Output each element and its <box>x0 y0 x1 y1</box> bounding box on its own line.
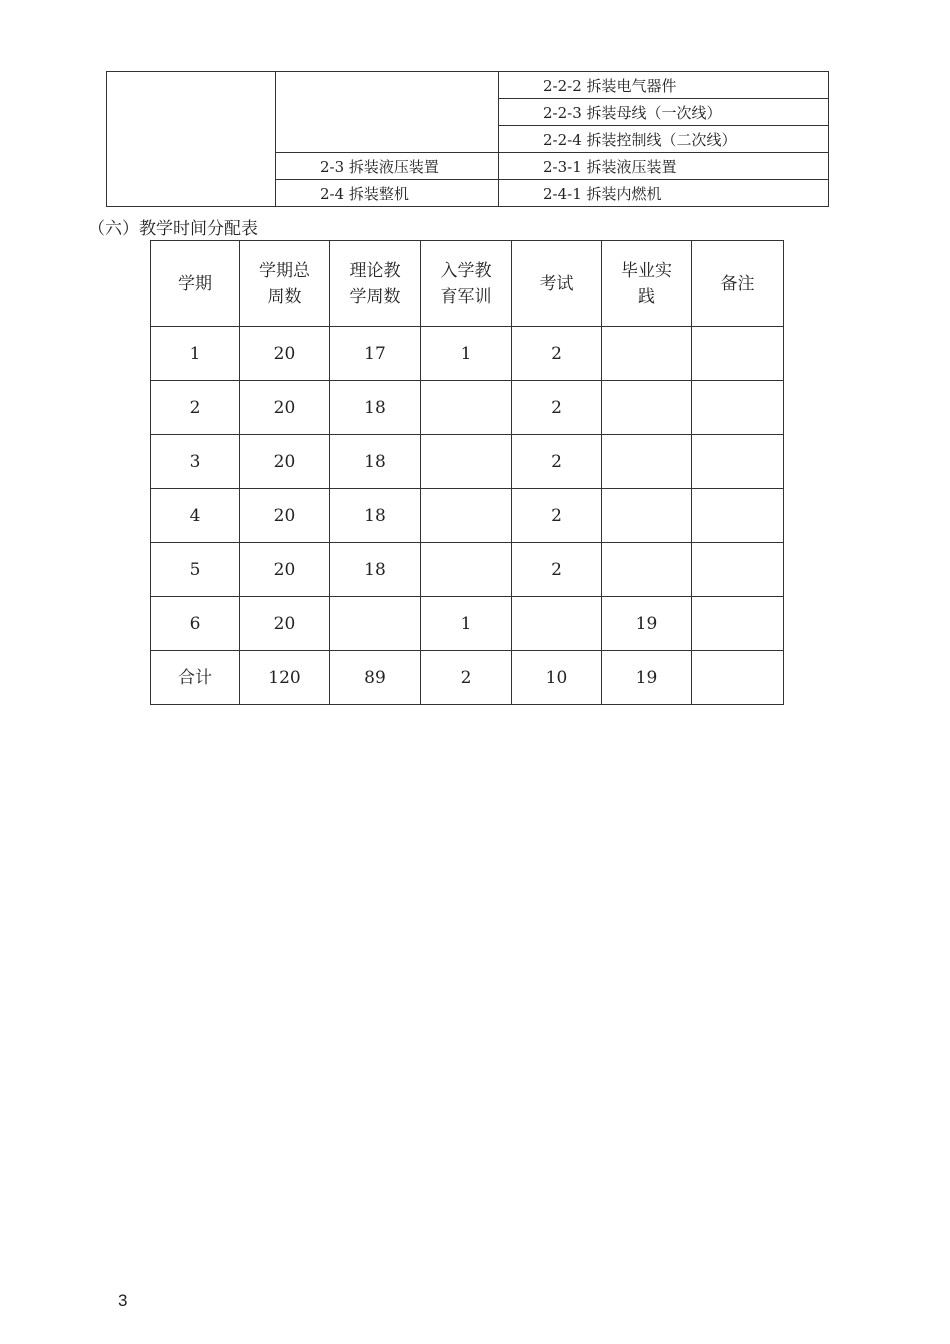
column-header: 考试 <box>512 241 602 327</box>
table-cell: 20 <box>240 543 330 597</box>
table-cell: 19 <box>602 597 692 651</box>
table-cell <box>330 597 421 651</box>
table-row <box>151 327 784 381</box>
teaching-time-table <box>150 240 784 705</box>
table-cell <box>602 489 692 543</box>
table-cell <box>692 489 784 543</box>
table-cell: 10 <box>512 651 602 705</box>
table-row <box>151 489 784 543</box>
table-cell: 18 <box>330 489 421 543</box>
table-row <box>151 543 784 597</box>
table-cell-empty <box>107 72 276 207</box>
table-cell <box>692 435 784 489</box>
table-row <box>107 72 829 99</box>
table-cell: 20 <box>240 489 330 543</box>
table-row <box>151 435 784 489</box>
table-cell <box>602 435 692 489</box>
table-cell <box>692 327 784 381</box>
table-cell <box>692 543 784 597</box>
column-header: 备注 <box>692 241 784 327</box>
table-cell <box>421 435 512 489</box>
column-header: 学期 <box>151 241 240 327</box>
table-cell <box>421 489 512 543</box>
table-cell <box>692 597 784 651</box>
table-cell: 2-3 拆装液压装置 <box>276 153 499 180</box>
column-header: 毕业实 践 <box>602 241 692 327</box>
table-cell: 2-2-2 拆装电气器件 <box>499 72 829 99</box>
table-cell: 1 <box>151 327 240 381</box>
column-header: 入学教 育军训 <box>421 241 512 327</box>
table-cell: 18 <box>330 543 421 597</box>
table-cell: 2-2-3 拆装母线（一次线） <box>499 99 829 126</box>
table-cell: 4 <box>151 489 240 543</box>
table-cell: 3 <box>151 435 240 489</box>
table-cell: 20 <box>240 327 330 381</box>
section-heading: （六）教学时间分配表 <box>88 219 258 239</box>
table-cell: 2-4-1 拆装内燃机 <box>499 180 829 207</box>
curriculum-table-continuation <box>106 71 829 207</box>
table-cell: 20 <box>240 381 330 435</box>
table-cell <box>421 381 512 435</box>
table-cell: 20 <box>240 435 330 489</box>
table-cell <box>276 72 499 153</box>
table-cell: 2-2-4 拆装控制线（二次线） <box>499 126 829 153</box>
table-row <box>151 597 784 651</box>
table-cell: 合计 <box>151 651 240 705</box>
table-cell: 2 <box>512 435 602 489</box>
column-header: 理论教 学周数 <box>330 241 421 327</box>
table-cell <box>512 597 602 651</box>
table-cell: 1 <box>421 327 512 381</box>
table-cell: 5 <box>151 543 240 597</box>
table-cell <box>602 543 692 597</box>
table-cell <box>692 651 784 705</box>
table-cell <box>602 381 692 435</box>
header-row <box>151 241 784 327</box>
page-number: 3 <box>118 1291 128 1310</box>
table-cell: 2 <box>151 381 240 435</box>
table-cell: 20 <box>240 597 330 651</box>
table-cell: 2-3-1 拆装液压装置 <box>499 153 829 180</box>
table-cell: 120 <box>240 651 330 705</box>
table-cell: 2 <box>512 381 602 435</box>
table-cell <box>602 327 692 381</box>
table-row <box>151 381 784 435</box>
table-cell: 1 <box>421 597 512 651</box>
column-header: 学期总 周数 <box>240 241 330 327</box>
table-cell: 2 <box>421 651 512 705</box>
table-cell: 2 <box>512 489 602 543</box>
table-cell: 2-4 拆装整机 <box>276 180 499 207</box>
table-cell: 18 <box>330 381 421 435</box>
table-row-total <box>151 651 784 705</box>
table-cell: 2 <box>512 327 602 381</box>
table-cell: 17 <box>330 327 421 381</box>
table-cell: 2 <box>512 543 602 597</box>
table-cell <box>692 381 784 435</box>
table-cell: 6 <box>151 597 240 651</box>
table-cell <box>421 543 512 597</box>
table-cell: 89 <box>330 651 421 705</box>
table-cell: 18 <box>330 435 421 489</box>
table-cell: 19 <box>602 651 692 705</box>
